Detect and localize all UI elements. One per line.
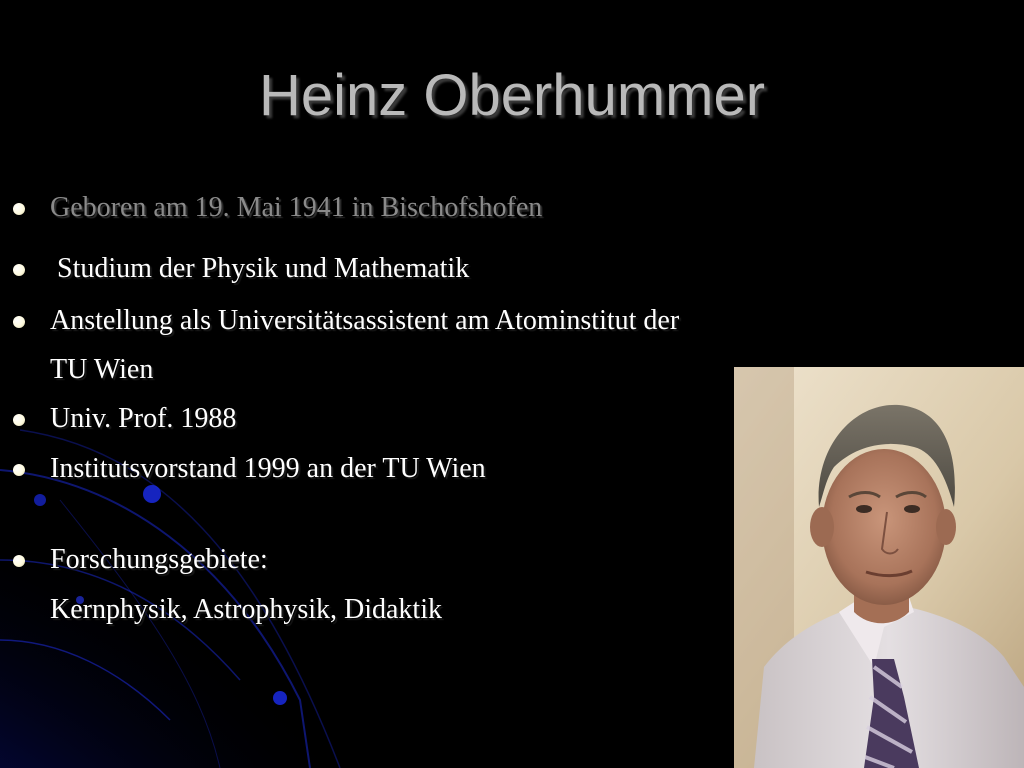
bullet-continuation: TU Wien	[50, 354, 154, 385]
bullet-text: Anstellung als Universitätsassistent am Atominstitut der	[50, 305, 680, 336]
bullet-continuation: Kernphysik, Astrophysik, Didaktik	[50, 594, 442, 625]
bullet-dot-icon	[13, 555, 25, 567]
slide-title: Heinz Oberhummer	[258, 63, 766, 128]
bullet-dot-icon	[13, 464, 25, 476]
bullet-text: Forschungsgebiete:	[50, 544, 268, 575]
bullet-dot-icon	[13, 203, 25, 215]
bullet-dot-icon	[13, 316, 25, 328]
bullet-text: Institutsvorstand 1999 an der TU Wien	[50, 453, 486, 484]
bullet-dot-icon	[13, 414, 25, 426]
bullet-text: Univ. Prof. 1988	[50, 403, 237, 434]
portrait-photo	[734, 367, 1024, 768]
bullet-text: Geboren am 19. Mai 1941 in Bischofshofen	[50, 192, 543, 223]
bullet-dot-icon	[13, 264, 25, 276]
bullet-text: Studium der Physik und Mathematik	[50, 253, 470, 284]
